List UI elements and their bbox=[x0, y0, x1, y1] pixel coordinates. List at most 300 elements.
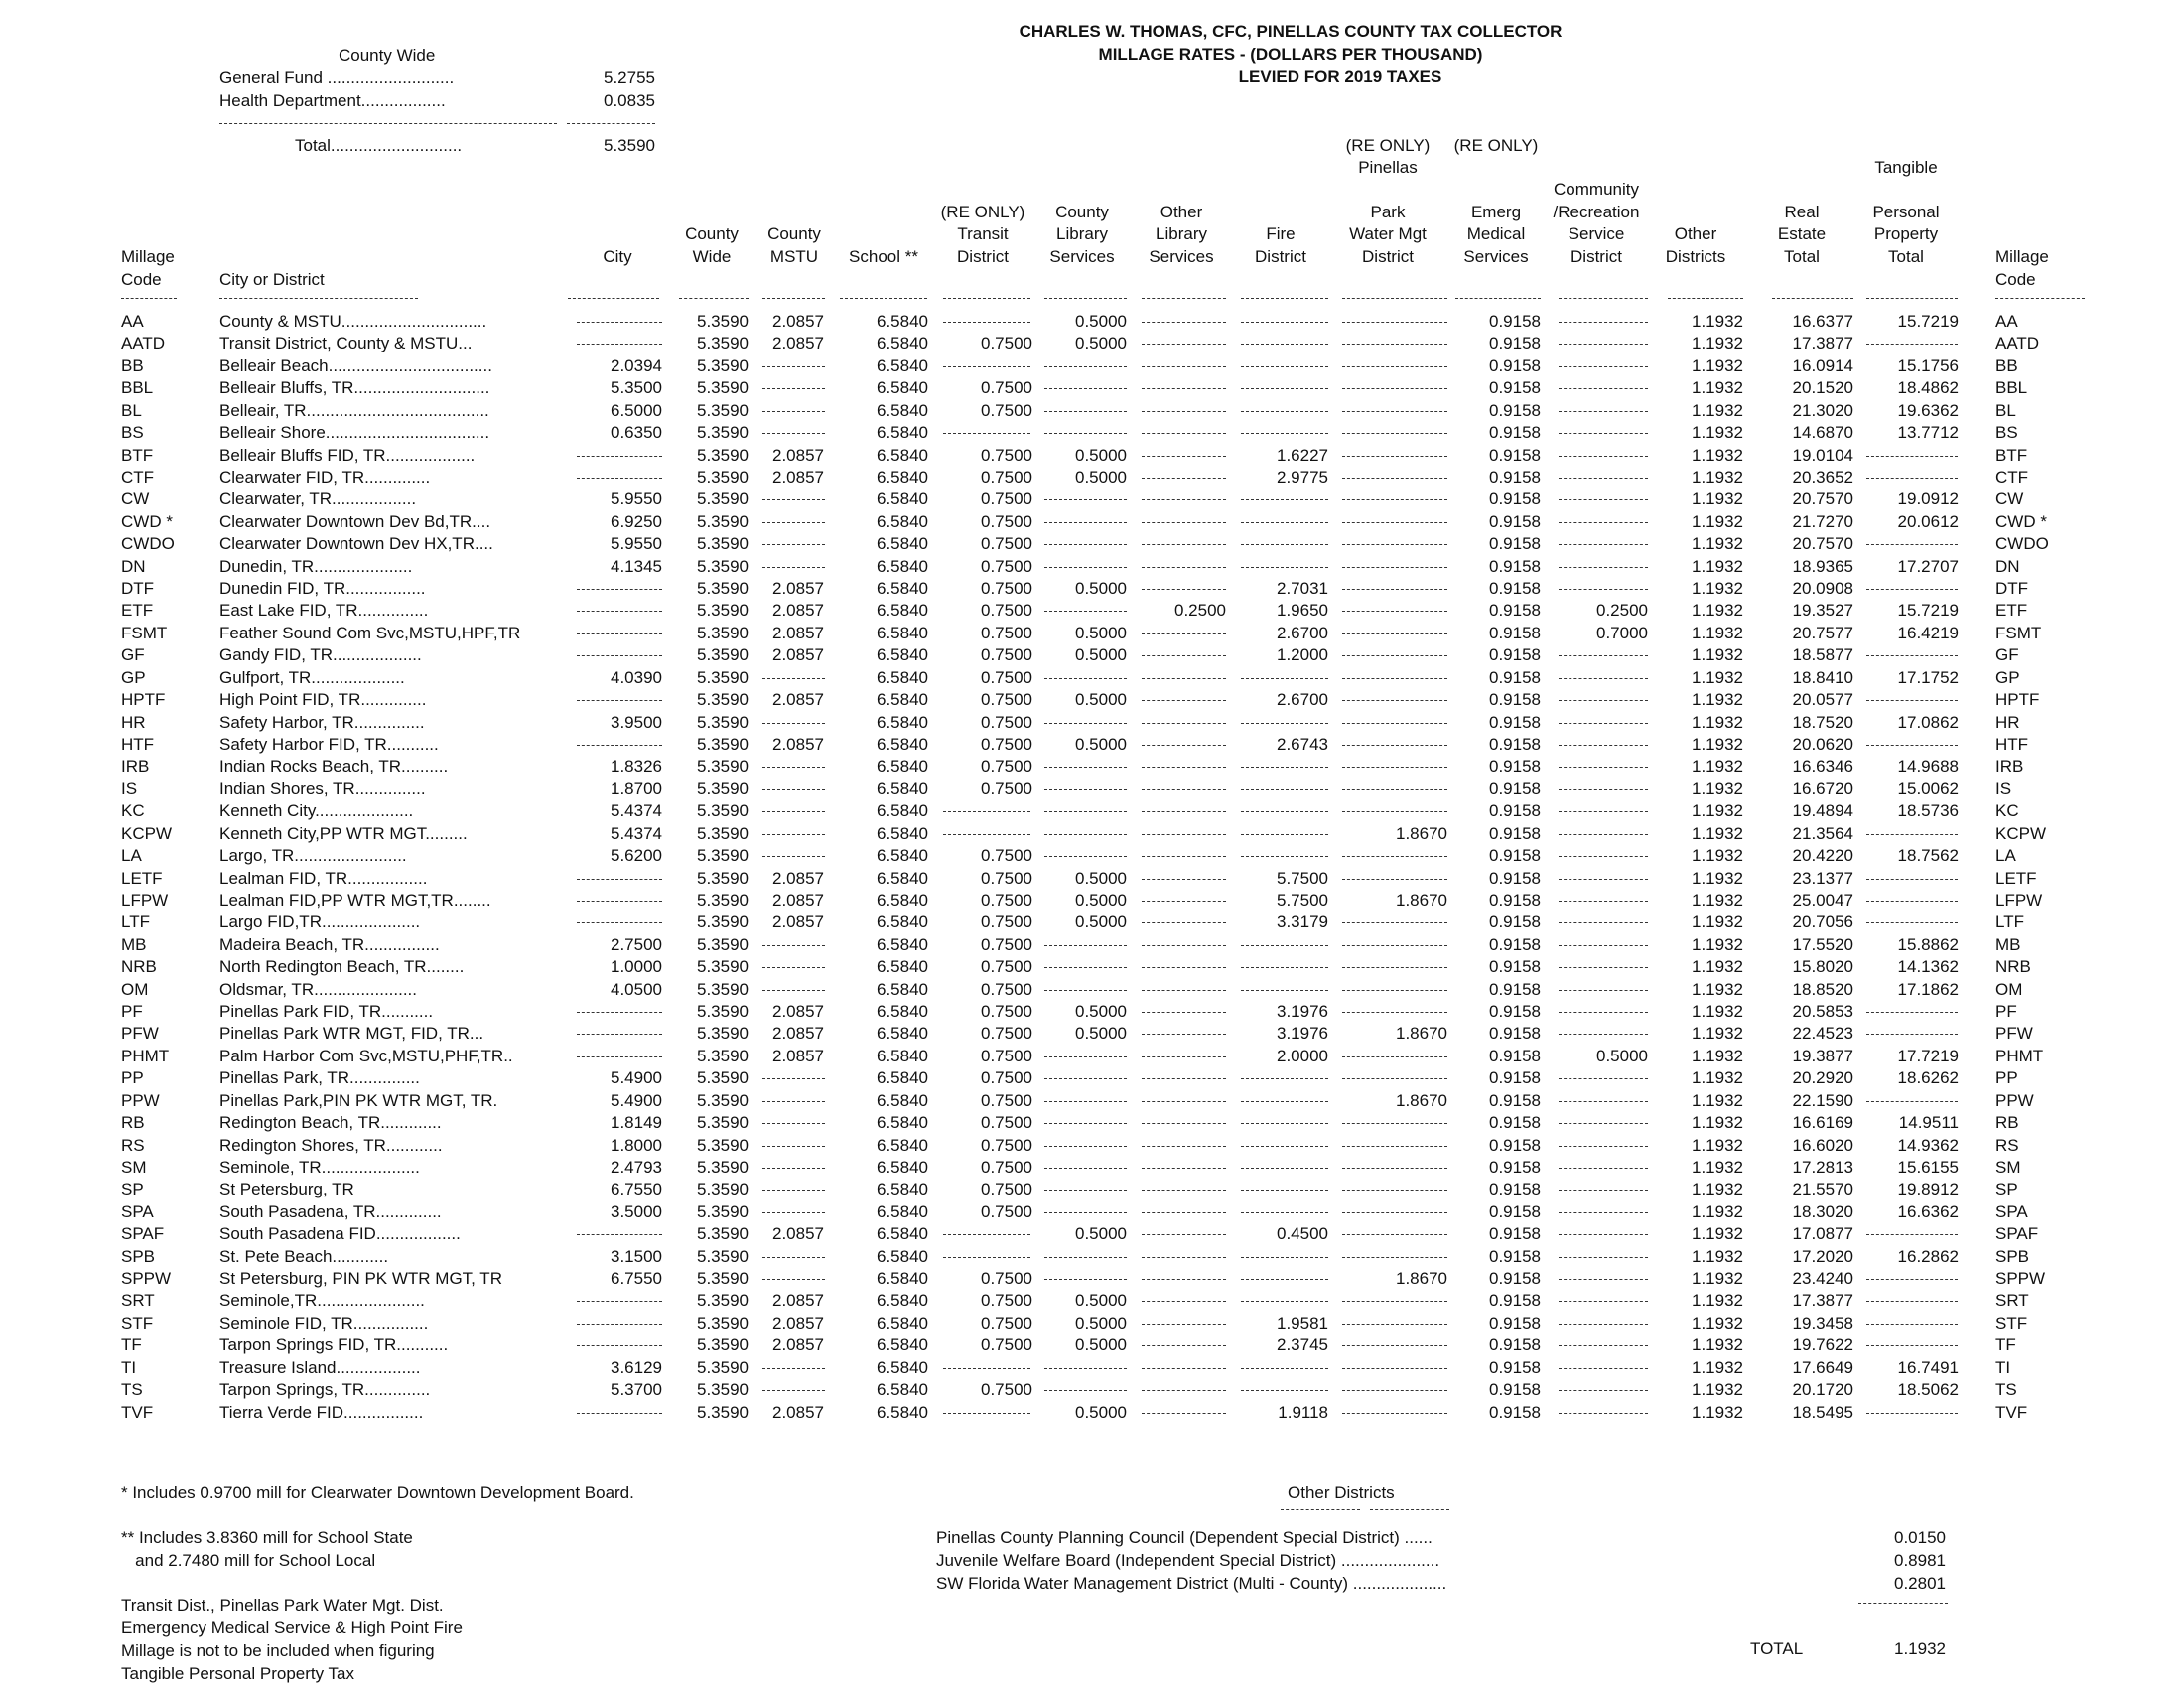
district-name: Madeira Beach, TR................ bbox=[219, 934, 440, 954]
city-rate: 5.6200 bbox=[611, 846, 662, 866]
tangible-total: 16.6362 bbox=[1897, 1201, 1959, 1221]
county-wide-rate: 5.3590 bbox=[697, 1269, 749, 1289]
district-name: Clearwater Downtown Dev HX,TR.... bbox=[219, 534, 493, 554]
school-rate: 6.5840 bbox=[877, 734, 928, 754]
empty-cell-dashes bbox=[1142, 1324, 1226, 1325]
empty-cell-dashes bbox=[1241, 1390, 1328, 1391]
empty-cell-dashes bbox=[1342, 522, 1447, 523]
school-rate: 6.5840 bbox=[877, 1246, 928, 1266]
millage-code: BBL bbox=[121, 378, 154, 398]
school-rate: 6.5840 bbox=[877, 890, 928, 910]
school-rate: 6.5840 bbox=[877, 334, 928, 353]
empty-cell-dashes bbox=[1866, 344, 1958, 345]
table-row bbox=[0, 823, 2184, 845]
school-rate: 6.5840 bbox=[877, 1068, 928, 1088]
table-row bbox=[0, 1379, 2184, 1401]
county-wide-rate: 5.3590 bbox=[697, 890, 749, 910]
column-header-other-library: Services bbox=[1149, 246, 1214, 266]
empty-cell-dashes bbox=[1559, 1368, 1648, 1369]
table-row bbox=[0, 712, 2184, 734]
general-fund-value: 5.2755 bbox=[604, 69, 655, 87]
real-estate-total: 20.7570 bbox=[1792, 490, 1853, 509]
column-header-park-water: (RE ONLY) bbox=[1345, 135, 1431, 155]
school-rate: 6.5840 bbox=[877, 355, 928, 375]
empty-cell-dashes bbox=[1044, 567, 1127, 568]
empty-cell-dashes bbox=[1342, 388, 1447, 389]
millage-code-right: OM bbox=[1995, 979, 2023, 999]
millage-code: OM bbox=[121, 979, 149, 999]
empty-cell-dashes bbox=[1142, 767, 1226, 768]
school-rate: 6.5840 bbox=[877, 801, 928, 821]
empty-cell-dashes bbox=[1559, 456, 1648, 457]
table-row bbox=[0, 333, 2184, 354]
empty-cell-dashes bbox=[1342, 1390, 1447, 1391]
real-estate-total: 20.4220 bbox=[1792, 846, 1853, 866]
empty-cell-dashes bbox=[1142, 901, 1226, 902]
county-library-rate: 0.5000 bbox=[1075, 1024, 1127, 1044]
empty-cell-dashes bbox=[1142, 834, 1226, 835]
empty-cell-dashes bbox=[577, 901, 662, 902]
table-row bbox=[0, 445, 2184, 467]
divider bbox=[1281, 1509, 1360, 1510]
column-header-tangible: Tangible bbox=[1874, 158, 1938, 177]
empty-cell-dashes bbox=[1866, 1279, 1958, 1280]
ems-rate: 0.9158 bbox=[1489, 801, 1541, 821]
empty-cell-dashes bbox=[943, 811, 1030, 812]
tangible-total: 18.7562 bbox=[1897, 846, 1959, 866]
empty-cell-dashes bbox=[577, 478, 662, 479]
millage-code: KCPW bbox=[121, 823, 172, 843]
table-row bbox=[0, 734, 2184, 756]
empty-cell-dashes bbox=[1241, 678, 1328, 679]
county-wide-rate: 5.3590 bbox=[697, 667, 749, 687]
county-wide-rate: 5.3590 bbox=[697, 556, 749, 576]
real-estate-total: 18.3020 bbox=[1792, 1201, 1853, 1221]
column-header-fire: District bbox=[1255, 246, 1306, 266]
column-header-park-water: Water Mgt bbox=[1349, 224, 1427, 244]
fire-rate: 2.9775 bbox=[1277, 467, 1328, 487]
empty-cell-dashes bbox=[1559, 767, 1648, 768]
millage-code-right: TS bbox=[1995, 1380, 2017, 1400]
empty-cell-dashes bbox=[1342, 1234, 1447, 1235]
table-row bbox=[0, 1001, 2184, 1023]
district-name: Gulfport, TR.................... bbox=[219, 667, 405, 687]
empty-cell-dashes bbox=[762, 499, 825, 500]
ems-rate: 0.9158 bbox=[1489, 846, 1541, 866]
district-name: Tierra Verde FID................. bbox=[219, 1402, 424, 1422]
divider bbox=[762, 298, 825, 299]
millage-code-right: SP bbox=[1995, 1180, 2018, 1199]
empty-cell-dashes bbox=[1142, 499, 1226, 500]
empty-cell-dashes bbox=[1342, 990, 1447, 991]
millage-code: SPAF bbox=[121, 1224, 165, 1244]
empty-cell-dashes bbox=[1142, 1413, 1226, 1414]
transit-rate: 0.7500 bbox=[981, 979, 1032, 999]
millage-code: HTF bbox=[121, 734, 155, 754]
district-name: Indian Shores, TR............... bbox=[219, 778, 426, 798]
empty-cell-dashes bbox=[1866, 834, 1958, 835]
fire-rate: 2.6700 bbox=[1277, 623, 1328, 642]
empty-cell-dashes bbox=[1241, 1146, 1328, 1147]
empty-cell-dashes bbox=[1866, 655, 1958, 656]
park-water-rate: 1.8670 bbox=[1396, 1090, 1447, 1110]
real-estate-total: 20.1720 bbox=[1792, 1380, 1853, 1400]
empty-cell-dashes bbox=[1142, 1279, 1226, 1280]
ems-rate: 0.9158 bbox=[1489, 334, 1541, 353]
community-rate: 0.2500 bbox=[1596, 601, 1648, 621]
table-row bbox=[0, 956, 2184, 978]
school-rate: 6.5840 bbox=[877, 579, 928, 599]
table-row bbox=[0, 667, 2184, 689]
empty-cell-dashes bbox=[762, 678, 825, 679]
millage-code-right: SPA bbox=[1995, 1201, 2028, 1221]
real-estate-total: 17.0877 bbox=[1792, 1224, 1853, 1244]
empty-cell-dashes bbox=[577, 1324, 662, 1325]
district-name: Gandy FID, TR................... bbox=[219, 645, 422, 665]
tangible-total: 15.1756 bbox=[1897, 355, 1959, 375]
column-header-county-library: Services bbox=[1049, 246, 1115, 266]
county-library-rate: 0.5000 bbox=[1075, 690, 1127, 710]
empty-cell-dashes bbox=[1142, 700, 1226, 701]
footnote-transit-4: Tangible Personal Property Tax bbox=[121, 1664, 354, 1683]
district-name: St Petersburg, PIN PK WTR MGT, TR bbox=[219, 1269, 502, 1289]
millage-code-right: TI bbox=[1995, 1357, 2011, 1377]
tangible-total: 20.0612 bbox=[1897, 511, 1959, 531]
column-header-district: City or District bbox=[219, 269, 325, 289]
real-estate-total: 19.3458 bbox=[1792, 1313, 1853, 1333]
transit-rate: 0.7500 bbox=[981, 467, 1032, 487]
real-estate-total: 20.1520 bbox=[1792, 378, 1853, 398]
county-library-rate: 0.5000 bbox=[1075, 890, 1127, 910]
empty-cell-dashes bbox=[762, 1123, 825, 1124]
empty-cell-dashes bbox=[1044, 811, 1127, 812]
ems-rate: 0.9158 bbox=[1489, 1357, 1541, 1377]
empty-cell-dashes bbox=[1342, 478, 1447, 479]
millage-code-right: PFW bbox=[1995, 1024, 2033, 1044]
transit-rate: 0.7500 bbox=[981, 1068, 1032, 1088]
other-districts-rate: 1.1932 bbox=[1692, 801, 1743, 821]
empty-cell-dashes bbox=[1866, 700, 1958, 701]
table-row bbox=[0, 1201, 2184, 1223]
county-mstu-rate: 2.0857 bbox=[772, 890, 824, 910]
fire-rate: 1.2000 bbox=[1277, 645, 1328, 665]
transit-rate: 0.7500 bbox=[981, 623, 1032, 642]
school-rate: 6.5840 bbox=[877, 645, 928, 665]
real-estate-total: 17.2813 bbox=[1792, 1157, 1853, 1177]
column-header-tangible: Total bbox=[1888, 246, 1924, 266]
millage-code: TS bbox=[121, 1380, 143, 1400]
empty-cell-dashes bbox=[1241, 1212, 1328, 1213]
fire-rate: 5.7500 bbox=[1277, 868, 1328, 888]
millage-code-right: DN bbox=[1995, 556, 2020, 576]
empty-cell-dashes bbox=[1559, 922, 1648, 923]
fire-rate: 5.7500 bbox=[1277, 890, 1328, 910]
divider bbox=[1772, 298, 1853, 299]
table-row bbox=[0, 1246, 2184, 1268]
empty-cell-dashes bbox=[1559, 879, 1648, 880]
empty-cell-dashes bbox=[1342, 1168, 1447, 1169]
empty-cell-dashes bbox=[1142, 723, 1226, 724]
millage-code-right: SM bbox=[1995, 1157, 2021, 1177]
millage-code: SPA bbox=[121, 1201, 154, 1221]
transit-rate: 0.7500 bbox=[981, 1113, 1032, 1133]
empty-cell-dashes bbox=[1342, 1257, 1447, 1258]
empty-cell-dashes bbox=[1142, 922, 1226, 923]
millage-code: DTF bbox=[121, 579, 155, 599]
millage-code-right: LFPW bbox=[1995, 890, 2043, 910]
county-wide-rate: 5.3590 bbox=[697, 400, 749, 420]
tangible-total: 18.5736 bbox=[1897, 801, 1959, 821]
tangible-total: 17.2707 bbox=[1897, 556, 1959, 576]
fire-rate: 2.0000 bbox=[1277, 1046, 1328, 1065]
ems-rate: 0.9158 bbox=[1489, 556, 1541, 576]
empty-cell-dashes bbox=[1142, 1257, 1226, 1258]
empty-cell-dashes bbox=[1342, 322, 1447, 323]
other-districts-rate: 1.1932 bbox=[1692, 355, 1743, 375]
millage-code: PFW bbox=[121, 1024, 159, 1044]
divider bbox=[1342, 298, 1447, 299]
school-rate: 6.5840 bbox=[877, 1357, 928, 1377]
millage-code: IRB bbox=[121, 757, 150, 776]
county-wide-rate: 5.3590 bbox=[697, 490, 749, 509]
general-fund-label: General Fund ........................... bbox=[219, 69, 455, 87]
other-districts-rate: 1.1932 bbox=[1692, 1291, 1743, 1311]
empty-cell-dashes bbox=[1044, 544, 1127, 545]
empty-cell-dashes bbox=[943, 1257, 1030, 1258]
empty-cell-dashes bbox=[1044, 945, 1127, 946]
district-name: County & MSTU............................... bbox=[219, 312, 487, 331]
real-estate-total: 18.7520 bbox=[1792, 712, 1853, 732]
empty-cell-dashes bbox=[762, 433, 825, 434]
empty-cell-dashes bbox=[1559, 990, 1648, 991]
county-mstu-rate: 2.0857 bbox=[772, 623, 824, 642]
column-header-community: /Recreation bbox=[1553, 202, 1640, 221]
fire-rate: 1.6227 bbox=[1277, 445, 1328, 465]
millage-code: KC bbox=[121, 801, 145, 821]
millage-code-right: CW bbox=[1995, 490, 2024, 509]
real-estate-total: 15.8020 bbox=[1792, 957, 1853, 977]
city-rate: 3.5000 bbox=[611, 1201, 662, 1221]
other-districts-rate: 1.1932 bbox=[1692, 734, 1743, 754]
empty-cell-dashes bbox=[1342, 589, 1447, 590]
district-name: Pinellas Park, TR............... bbox=[219, 1068, 420, 1088]
empty-cell-dashes bbox=[1241, 1257, 1328, 1258]
table-row bbox=[0, 868, 2184, 890]
district-name: Transit District, County & MSTU... bbox=[219, 334, 473, 353]
empty-cell-dashes bbox=[1241, 856, 1328, 857]
divider bbox=[567, 123, 655, 124]
city-rate: 3.1500 bbox=[611, 1246, 662, 1266]
empty-cell-dashes bbox=[1044, 1257, 1127, 1258]
empty-cell-dashes bbox=[762, 544, 825, 545]
empty-cell-dashes bbox=[1866, 1301, 1958, 1302]
city-rate: 2.7500 bbox=[611, 934, 662, 954]
empty-cell-dashes bbox=[762, 522, 825, 523]
empty-cell-dashes bbox=[1342, 922, 1447, 923]
table-row bbox=[0, 644, 2184, 666]
empty-cell-dashes bbox=[1241, 366, 1328, 367]
empty-cell-dashes bbox=[1559, 1234, 1648, 1235]
transit-rate: 0.7500 bbox=[981, 957, 1032, 977]
real-estate-total: 18.8520 bbox=[1792, 979, 1853, 999]
other-districts-rate: 1.1932 bbox=[1692, 601, 1743, 621]
district-name: Lealman FID,PP WTR MGT,TR........ bbox=[219, 890, 491, 910]
empty-cell-dashes bbox=[1342, 789, 1447, 790]
city-rate: 5.4374 bbox=[611, 801, 662, 821]
empty-cell-dashes bbox=[1559, 678, 1648, 679]
county-wide-rate: 5.3590 bbox=[697, 1002, 749, 1022]
transit-rate: 0.7500 bbox=[981, 868, 1032, 888]
real-estate-total: 16.6377 bbox=[1792, 312, 1853, 331]
district-name: Indian Rocks Beach, TR.......... bbox=[219, 757, 449, 776]
city-rate: 5.9550 bbox=[611, 490, 662, 509]
table-row bbox=[0, 600, 2184, 622]
school-rate: 6.5840 bbox=[877, 312, 928, 331]
real-estate-total: 17.5520 bbox=[1792, 934, 1853, 954]
county-wide-rate: 5.3590 bbox=[697, 1313, 749, 1333]
district-name: Redington Shores, TR............ bbox=[219, 1135, 443, 1155]
empty-cell-dashes bbox=[1142, 1234, 1226, 1235]
county-mstu-rate: 2.0857 bbox=[772, 1046, 824, 1065]
empty-cell-dashes bbox=[577, 1012, 662, 1013]
ems-rate: 0.9158 bbox=[1489, 445, 1541, 465]
empty-cell-dashes bbox=[1342, 745, 1447, 746]
table-row bbox=[0, 1067, 2184, 1089]
ems-rate: 0.9158 bbox=[1489, 1068, 1541, 1088]
city-rate: 6.5000 bbox=[611, 400, 662, 420]
divider bbox=[219, 123, 557, 124]
ems-rate: 0.9158 bbox=[1489, 957, 1541, 977]
report-title: CHARLES W. THOMAS, CFC, PINELLAS COUNTY TAX COLLECTOR bbox=[1019, 22, 1563, 41]
empty-cell-dashes bbox=[1559, 945, 1648, 946]
tangible-total: 17.0862 bbox=[1897, 712, 1959, 732]
millage-code: LTF bbox=[121, 913, 150, 932]
juvenile-welfare-value: 0.8981 bbox=[1894, 1551, 1946, 1570]
millage-code-right: SPB bbox=[1995, 1246, 2030, 1266]
empty-cell-dashes bbox=[1241, 344, 1328, 345]
district-name: Dunedin FID, TR................. bbox=[219, 579, 426, 599]
column-header-emerg: Services bbox=[1463, 246, 1529, 266]
empty-cell-dashes bbox=[1241, 1123, 1328, 1124]
county-mstu-rate: 2.0857 bbox=[772, 334, 824, 353]
county-wide-rate: 5.3590 bbox=[697, 1135, 749, 1155]
empty-cell-dashes bbox=[1559, 322, 1648, 323]
column-header-transit: Transit bbox=[957, 224, 1009, 244]
table-row bbox=[0, 556, 2184, 578]
school-rate: 6.5840 bbox=[877, 1135, 928, 1155]
city-rate: 3.9500 bbox=[611, 712, 662, 732]
empty-cell-dashes bbox=[577, 456, 662, 457]
county-library-rate: 0.5000 bbox=[1075, 445, 1127, 465]
real-estate-total: 14.6870 bbox=[1792, 423, 1853, 443]
county-mstu-rate: 2.0857 bbox=[772, 1336, 824, 1355]
empty-cell-dashes bbox=[1342, 544, 1447, 545]
other-districts-rate: 1.1932 bbox=[1692, 757, 1743, 776]
other-districts-rate: 1.1932 bbox=[1692, 490, 1743, 509]
divider bbox=[1241, 298, 1328, 299]
county-library-rate: 0.5000 bbox=[1075, 1336, 1127, 1355]
divider bbox=[1995, 298, 2085, 299]
school-rate: 6.5840 bbox=[877, 846, 928, 866]
empty-cell-dashes bbox=[1142, 967, 1226, 968]
empty-cell-dashes bbox=[1559, 901, 1648, 902]
empty-cell-dashes bbox=[1342, 1078, 1447, 1079]
tangible-total: 16.7491 bbox=[1897, 1357, 1959, 1377]
district-name: Belleair Beach................................... bbox=[219, 355, 492, 375]
empty-cell-dashes bbox=[1142, 990, 1226, 991]
empty-cell-dashes bbox=[1342, 1368, 1447, 1369]
empty-cell-dashes bbox=[1044, 834, 1127, 835]
other-districts-rate: 1.1932 bbox=[1692, 1201, 1743, 1221]
empty-cell-dashes bbox=[1241, 811, 1328, 812]
empty-cell-dashes bbox=[1559, 478, 1648, 479]
school-rate: 6.5840 bbox=[877, 423, 928, 443]
transit-rate: 0.7500 bbox=[981, 934, 1032, 954]
other-districts-rate: 1.1932 bbox=[1692, 934, 1743, 954]
empty-cell-dashes bbox=[1142, 678, 1226, 679]
millage-code: PPW bbox=[121, 1090, 160, 1110]
footnote-clearwater: * Includes 0.9700 mill for Clearwater Downtown Development Board. bbox=[121, 1483, 634, 1502]
ems-rate: 0.9158 bbox=[1489, 1313, 1541, 1333]
column-header-community: District bbox=[1570, 246, 1622, 266]
empty-cell-dashes bbox=[943, 366, 1030, 367]
empty-cell-dashes bbox=[1142, 879, 1226, 880]
county-wide-rate: 5.3590 bbox=[697, 1402, 749, 1422]
empty-cell-dashes bbox=[1559, 1034, 1648, 1035]
millage-code-right: SPPW bbox=[1995, 1269, 2046, 1289]
empty-cell-dashes bbox=[1142, 589, 1226, 590]
school-rate: 6.5840 bbox=[877, 1046, 928, 1065]
district-name: St Petersburg, TR bbox=[219, 1180, 354, 1199]
empty-cell-dashes bbox=[1559, 811, 1648, 812]
county-mstu-rate: 2.0857 bbox=[772, 645, 824, 665]
real-estate-total: 19.3527 bbox=[1792, 601, 1853, 621]
millage-code: HR bbox=[121, 712, 146, 732]
table-row bbox=[0, 1357, 2184, 1379]
ems-rate: 0.9158 bbox=[1489, 400, 1541, 420]
millage-code-right: BS bbox=[1995, 423, 2018, 443]
table-row bbox=[0, 533, 2184, 555]
ems-rate: 0.9158 bbox=[1489, 423, 1541, 443]
fire-rate: 1.9118 bbox=[1278, 1402, 1328, 1422]
district-name: Treasure Island.................. bbox=[219, 1357, 421, 1377]
millage-code-right: FSMT bbox=[1995, 623, 2042, 642]
empty-cell-dashes bbox=[1142, 1012, 1226, 1013]
other-districts-rate: 1.1932 bbox=[1692, 312, 1743, 331]
empty-cell-dashes bbox=[1559, 700, 1648, 701]
empty-cell-dashes bbox=[1559, 789, 1648, 790]
divider bbox=[1455, 298, 1541, 299]
table-row bbox=[0, 1223, 2184, 1245]
millage-code: RS bbox=[121, 1135, 145, 1155]
empty-cell-dashes bbox=[1142, 1146, 1226, 1147]
other-districts-rate: 1.1932 bbox=[1692, 1002, 1743, 1022]
empty-cell-dashes bbox=[1241, 388, 1328, 389]
school-rate: 6.5840 bbox=[877, 823, 928, 843]
millage-code: FSMT bbox=[121, 623, 168, 642]
other-districts-rate: 1.1932 bbox=[1692, 890, 1743, 910]
empty-cell-dashes bbox=[1044, 1390, 1127, 1391]
column-header-other-districts: Other bbox=[1674, 224, 1717, 244]
real-estate-total: 16.6169 bbox=[1792, 1113, 1853, 1133]
empty-cell-dashes bbox=[762, 1212, 825, 1213]
empty-cell-dashes bbox=[1342, 499, 1447, 500]
empty-cell-dashes bbox=[943, 1413, 1030, 1414]
other-districts-rate: 1.1932 bbox=[1692, 690, 1743, 710]
county-mstu-rate: 2.0857 bbox=[772, 1402, 824, 1422]
county-wide-rate: 5.3590 bbox=[697, 1046, 749, 1065]
county-wide-rate: 5.3590 bbox=[697, 1380, 749, 1400]
